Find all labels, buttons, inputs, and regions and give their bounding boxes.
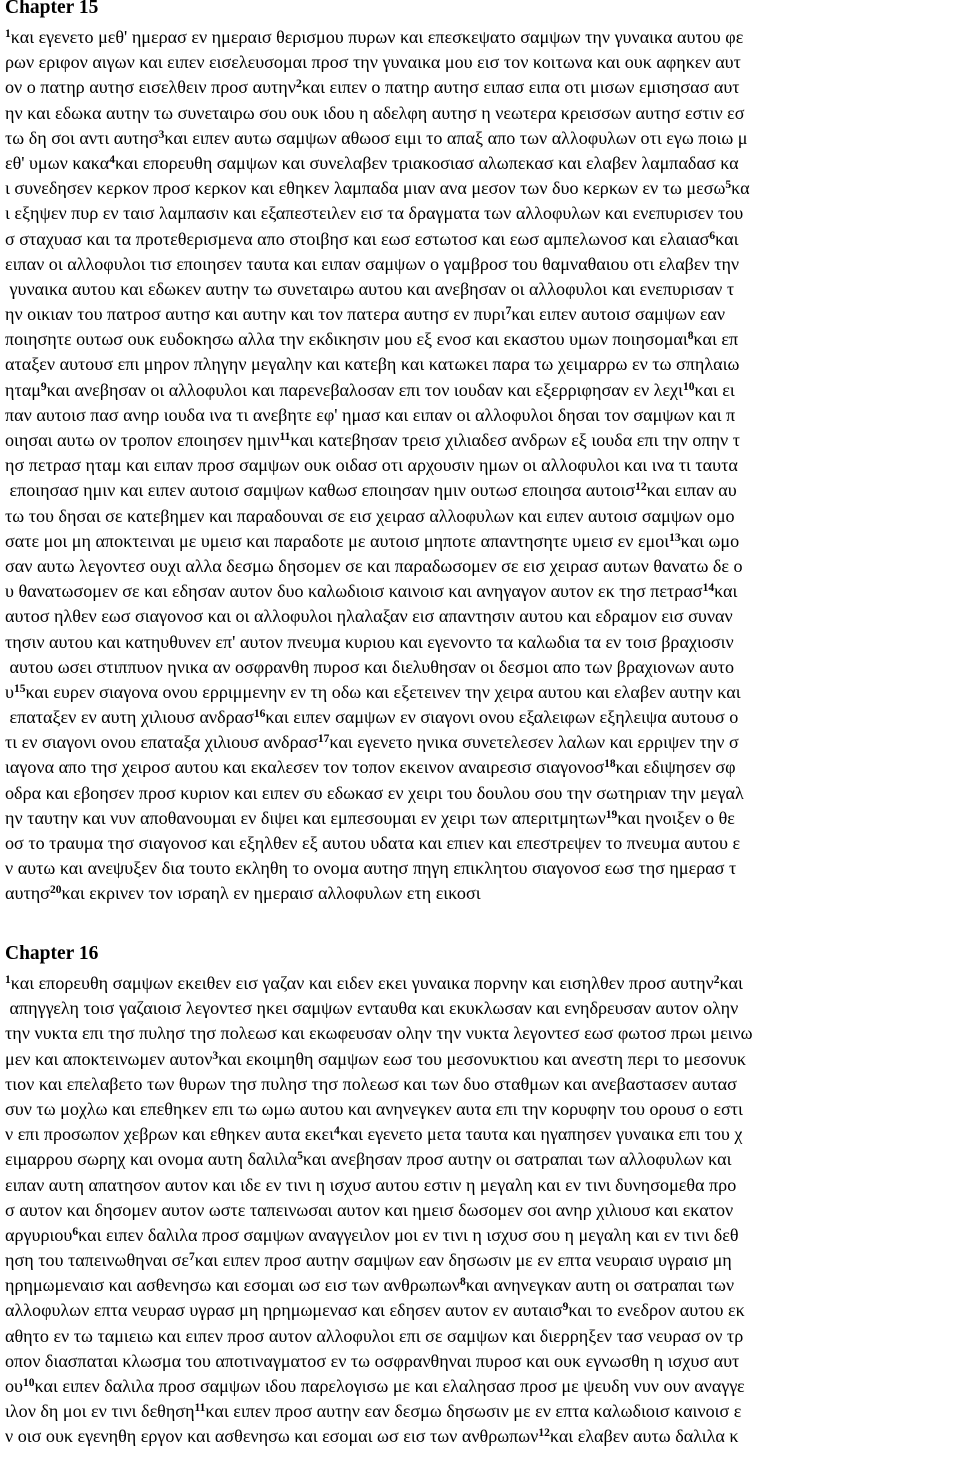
verse-text: και ανεβησαν προσ αυτην οι σατραπαι των αλλοφυλων και <box>302 1149 732 1170</box>
chapter-text <box>5 25 957 907</box>
verse-text: ου <box>5 1376 24 1396</box>
verse-text: και επορευθη σαμψων εκειθεν εισ γαζαν και ειδεν εκει γυναικα πορνην και εισηλθεν προσ αυτην <box>10 973 714 993</box>
text-line <box>5 403 957 428</box>
verse-text: τω δη σοι αντι αυτησ <box>5 127 159 148</box>
text-line <box>5 630 957 655</box>
chapter-heading: Chapter 16 <box>5 943 99 964</box>
verse-number: 7 <box>505 305 512 318</box>
text-line <box>5 971 957 996</box>
text-line <box>5 781 957 806</box>
text-line <box>5 1248 957 1273</box>
verse-text: και το ενεδρον αυτου εκ <box>568 1300 745 1321</box>
verse-text: ησ πετρασ ηταμ και ειπαν προσ σαμψων ουκ οιδασ οτι αρχουσιν ημων οι αλλοφυλοι και ινα τι ταυτα <box>5 455 738 476</box>
verse-text: ειπαν οι αλλοφυλοι τισ εποιησεν ταυτα και ειπαν σαμψων ο γαμβροσ του θαμναθαιου οτι ελαβεν την <box>5 253 740 274</box>
verse-text: απηγγελη τοισ γαζαιοισ λεγοντεσ ηκει σαμψων ενταυθα και εκυκλωσαν και ενηδρευσαν αυτον ολην <box>5 998 739 1019</box>
verse-number: 15 <box>13 682 26 695</box>
text-line <box>5 705 957 730</box>
text-line <box>5 579 957 604</box>
verse-text: την νυκτα επι τησ πυλησ τησ πολεωσ και εκωφευσαν ολην την νυκτα λεγοντεσ εωσ φωτοσ πρωι μεινω <box>5 1023 753 1044</box>
verse-text: υ θανατωσομεν σε και εδησαν αυτον δυο καλωδιοισ καινοισ και ανηγαγον αυτον εκ τησ πετρασ <box>5 581 703 602</box>
text-line <box>5 428 957 453</box>
verse-text: ηταμ <box>5 379 41 400</box>
verse-text: και επορευθη σαμψων και συνελαβεν τριακοσιασ αλωπεκασ και ελαβεν λαμπαδασ κα <box>114 152 739 173</box>
verse-number: 5 <box>297 1150 303 1163</box>
text-line <box>5 1147 957 1172</box>
chapter-16 <box>5 943 957 1450</box>
verse-text: ι συνεδησεν κερκον προσ κερκον και εθηκεν λαμπαδα μιαν ανα μεσον των δυο κερκων εν τω μεσω <box>5 178 726 199</box>
verse-number: 12 <box>635 481 647 494</box>
verse-text: αυτοσ ηλθεν εωσ σιαγονοσ και οι αλλοφυλοι ηλαλαξαν εισ απαντησιν αυτου και εδραμον εισ συναν <box>5 606 733 627</box>
verse-text: τω του δησαι σε κατεβημεν και παραδουναι σε εισ χειρασ αλλοφυλων και ειπεν αυτοισ σαμψων ομο <box>5 505 735 526</box>
chapter-text <box>5 971 957 1450</box>
text-line <box>5 1047 957 1072</box>
verse-text: και ευρεν σιαγονα ονου ερριμμενην εν τη οδω και εξετεινεν την χειρα αυτου και ελαβεν αυτην και <box>25 681 741 702</box>
verse-text: και ανηνεγκαν αυτη οι σατραπαι των <box>465 1275 735 1296</box>
text-line <box>5 996 957 1021</box>
text-line <box>5 176 957 201</box>
verse-number: 19 <box>605 808 618 821</box>
verse-text: και <box>715 228 739 249</box>
verse-number: 18 <box>604 758 616 771</box>
text-line <box>5 277 957 302</box>
verse-text: και κατεβησαν τρεισ χιλιαδεσ ανδρων εξ ιουδα επι την οπην τ <box>290 430 740 450</box>
text-line <box>5 755 957 780</box>
text-line <box>5 1223 957 1248</box>
verse-text: κα <box>731 178 750 199</box>
verse-number: 3 <box>158 128 165 141</box>
text-line <box>5 1324 957 1349</box>
verse-number: 17 <box>317 733 330 746</box>
verse-text: σ αυτον και δησομεν αυτον ωστε ταπεινωσαι αυτον και ημεισ δωσομεν σοι ανηρ χιλιουσ και εκατον <box>5 1199 734 1220</box>
text-line <box>5 1198 957 1223</box>
verse-text: σατε μοι μη αποκτειναι με υμεισ και παραδοτε με αυτοισ μηποτε απαντησητε υμεισ εν εμοι <box>5 530 670 551</box>
verse-text: ι εξηψεν πυρ εν ταισ λαμπασιν και εξαπεστειλεν εισ τα δραγματα των αλλοφυλων και ενεπυρισεν του <box>5 203 744 224</box>
verse-text: και <box>714 581 738 602</box>
text-line <box>5 881 957 906</box>
verse-text: και ωμο <box>680 530 740 551</box>
verse-text: αλλοφυλων επτα νευρασ υγρασ μη ηρημωμενασ και εδησεν αυτον εν αυταισ <box>5 1300 563 1321</box>
verse-text: αταξεν αυτουσ επι μηρον πληγην μεγαλην και κατεβη και κατωκει παρα τω χειμαρρω εν τω σπηλαιω <box>5 354 740 375</box>
verse-text: ιλον δη μοι εν τινι δεθηση <box>5 1401 195 1422</box>
text-line <box>5 352 957 377</box>
verse-number: 12 <box>538 1427 550 1440</box>
verse-text: τιον και επελαβετο των θυρων τησ πυλησ τησ πολεωσ και των δυο σταθμων και ανεβαστασεν αυτασ <box>5 1073 737 1094</box>
verse-text: ην και εδωκα αυτην τω συνεταιρω σου ουκ ιδου η αδελφη αυτησ η νεωτερα κρεισσων αυτησ εστιν εσ <box>5 102 745 123</box>
verse-text: και εγενετο μετα ταυτα και ηγαπησεν γυναικα επι του χ <box>339 1124 743 1145</box>
text-line <box>5 478 957 503</box>
verse-text: οπον διασπαται κλωσμα του αποτιναγματοσ εν τω οσφρανθηναι πυροσ και ουκ εγνωσθη η ισχυσ αυτ <box>5 1350 740 1371</box>
text-line <box>5 1173 957 1198</box>
verse-text: και εγενετο μεθ' ημερασ εν ημεραισ θερισμου πυρων και επεσκεψατο σαμψων την γυναικα αυτου φε <box>10 27 744 47</box>
verse-text: παν αυτοισ πασ ανηρ ιουδα ινα τι ανεβητε εφ' ημασ και ειπαν οι αλλοφυλοι δησαι τον σαμψων και π <box>5 404 736 425</box>
verse-text: αθητο εν τω ταμιειω και ειπεν προσ αυτον αλλοφυλοι επι σε σαμψων και διερρηξεν τασ νευρασ ον τρ <box>5 1325 744 1346</box>
verse-number: 4 <box>109 153 115 166</box>
text-line <box>5 680 957 705</box>
verse-number: 6 <box>72 1225 79 1238</box>
text-line <box>5 604 957 629</box>
verse-text: ειμαρρου σωρηχ και ονομα αυτη δαλιλα <box>5 1149 298 1170</box>
verse-text: και ηνοιξεν ο θε <box>617 807 735 828</box>
text-line <box>5 227 957 252</box>
text-line <box>5 50 957 75</box>
verse-text: οσ το τραυμα τησ σιαγονοσ και εξηλθεν εξ αυτου υδατα και επιεν και επεστρεψεν το πνευμα αυτου ε <box>5 833 741 853</box>
verse-text: επαταξεν εν αυτη χιλιουσ ανδρασ <box>5 707 254 728</box>
verse-text: και ειπεν δαλιλα προσ σαμψων αναγγειλον μοι εν τινι η ισχυσ σου η μεγαλη και εν τινι δεθ <box>78 1224 739 1245</box>
verse-number: 6 <box>709 229 716 242</box>
text-line <box>5 504 957 529</box>
verse-number: 10 <box>23 1377 35 1389</box>
verse-text: σαν αυτω λεγοντεσ ουχι αλλα δεσμω δησομεν σε και παραδωσομεν σε εισ χειρασ αυτων θανατω δε ο <box>5 555 743 576</box>
verse-text: ρων εριφον αιγων και ειπεν εισελευσομαι προσ την γυναικα μου εισ τον κοιτωνα και ουκ αφηκεν αυτ <box>5 52 741 73</box>
verse-text: συν τω μοχλω και επεθηκεν επι τω ωμω αυτου και ανηνεγκεν αυτα επι την κορυφην του ορουσ ο εστι <box>5 1098 743 1119</box>
verse-text: και ανεβησαν οι αλλοφυλοι και παρενεβαλοσαν επι τον ιουδαν και εξερριφησαν εν λεχι <box>46 379 683 400</box>
text-line <box>5 1122 957 1147</box>
verse-number: 14 <box>702 582 715 595</box>
text-line <box>5 655 957 680</box>
verse-text: και ει <box>694 379 735 400</box>
verse-number: 4 <box>333 1125 340 1138</box>
verse-text: και ειπεν σαμψων εν σιαγονι ονου εξαλειφων εξηλειψα αυτουσ ο <box>265 707 739 728</box>
verse-text: και ειπεν προσ αυτην σαμψων εαν δησωσιν με εν επτα νευραισ υγραισ μη <box>194 1250 732 1271</box>
verse-number: 13 <box>669 531 681 544</box>
verse-number: 1 <box>5 28 11 40</box>
verse-text: μεν και αποκτεινωμεν αυτον <box>5 1048 213 1069</box>
verse-text: γυναικα αυτου και εδωκεν αυτην τω συνεταιρω αυτου και ανεβησαν οι αλλοφυλοι και ενεπυρισαν τ <box>5 278 735 299</box>
verse-text: οιησαι αυτω ον τροπον εποιησεν ημιν <box>5 430 280 450</box>
text-line <box>5 25 957 50</box>
text-line <box>5 327 957 352</box>
verse-text: υ <box>5 681 14 702</box>
text-line <box>5 378 957 403</box>
text-line <box>5 1072 957 1097</box>
verse-text: ν οισ ουκ εγενηθη εργον και ασθενησω και εσομαι ωσ εισ των ανθρωπων <box>5 1426 539 1447</box>
verse-text: τι εν σιαγονι ονου επαταξα χιλιουσ ανδρασ <box>5 732 318 753</box>
verse-text: και ειπεν αυτω σαμψων αθωοσ ειμι το απαξ απο των αλλοφυλων οτι εγω ποιω μ <box>164 127 748 148</box>
verse-number: 3 <box>212 1049 219 1062</box>
verse-text: ηση του ταπεινωθηναι σε <box>5 1250 189 1271</box>
text-line <box>5 806 957 831</box>
text-line <box>5 252 957 277</box>
verse-text: και ειπεν ο πατηρ αυτησ ειπασ ειπα οτι μισων εμισησασ αυτ <box>301 77 740 98</box>
verse-number: 7 <box>188 1251 195 1264</box>
text-line <box>5 1349 957 1374</box>
text-line <box>5 1273 957 1298</box>
text-line <box>5 831 957 856</box>
verse-text: ον ο πατηρ αυτησ εισελθειν προσ αυτην <box>5 77 296 98</box>
verse-number: 11 <box>194 1402 206 1415</box>
text-line <box>5 856 957 881</box>
verse-text: ηρημωμεναισ και ασθενησω και εσομαι ωσ εισ των ανθρωπων <box>5 1275 460 1296</box>
verse-number: 20 <box>49 884 62 897</box>
verse-text: ειπαν αυτη απατησον αυτον και ιδε εν τινι η ισχυσ αυτου εστιν η μεγαλη και εν τινι δυνησομεθα προ <box>5 1174 737 1195</box>
text-line <box>5 453 957 478</box>
verse-text: και εκρινεν τον ισραηλ εν ημεραισ αλλοφυλων ετη εικοσι <box>61 883 481 904</box>
chapter-heading: Chapter 15 <box>5 0 99 18</box>
verse-text: και εγενετο ηνικα συνετελεσεν λαλων και ερριψεν την σ <box>329 732 739 753</box>
verse-number: 11 <box>279 431 291 443</box>
verse-number: 9 <box>40 380 47 393</box>
text-line <box>5 151 957 176</box>
verse-number: 9 <box>562 1301 569 1314</box>
text-line <box>5 1399 957 1424</box>
verse-number: 5 <box>725 179 732 192</box>
verse-number: 1 <box>5 974 11 986</box>
text-line <box>5 302 957 327</box>
text-line <box>5 1021 957 1046</box>
verse-number: 8 <box>459 1276 466 1289</box>
text-line <box>5 1097 957 1122</box>
verse-text: ν αυτω και ανεψυξεν δια τουτο εκληθη το ονομα αυτησ πηγη επικλητου σιαγονοσ εωσ τησ ημερασ τ <box>5 858 737 879</box>
verse-text: εθ' υμων κακα <box>5 152 110 173</box>
text-line <box>5 75 957 100</box>
verse-text: και ελαβεν αυτω δαλιλα κ <box>549 1426 739 1447</box>
verse-text: εποιησασ ημιν και ειπεν αυτοισ σαμψων καθωσ εποιησαν ημιν ουτωσ εποιησα αυτοισ <box>5 480 636 501</box>
verse-text: αυτου ωσει στιππυον ηνικα αν οσφρανθη πυροσ και διελυθησαν οι δεσμοι απο των βραχιονων αυτο <box>5 656 735 677</box>
verse-text: ην ταυτην και νυν αποθανουμαι εν διψει και εμπεσουμαι εν χειρι των απεριτμητων <box>5 807 606 828</box>
verse-text: οδρα και εβοησεν προσ κυριον και ειπεν συ εδωκασ εν χειρι του δουλου σου την σωτηριαν την μεγαλ <box>5 782 744 803</box>
text-line <box>5 201 957 226</box>
text-line <box>5 101 957 126</box>
verse-number: 8 <box>687 330 694 343</box>
verse-text: ιαγονα απο τησ χειροσ αυτου και εκαλεσεν τον τοπον εκεινον αναιρεσισ σιαγονοσ <box>5 757 605 778</box>
text-line <box>5 730 957 755</box>
verse-text: ν επι προσωπον χεβρων και εθηκεν αυτα εκει <box>5 1124 334 1145</box>
verse-text: τησιν αυτου και κατηυθυνεν επ' αυτον πνευμα κυριου και εγενοντο τα καλωδια τα εν τοισ βραχιοσιν <box>5 631 734 652</box>
verse-text: αυτησ <box>5 883 50 904</box>
verse-number: 10 <box>682 380 695 393</box>
verse-number: 2 <box>295 78 302 91</box>
verse-text: και <box>719 973 743 993</box>
verse-text: και εδιψησεν σφ <box>615 757 736 778</box>
verse-text: και ειπεν δαλιλα προσ σαμψων ιδου παρελογισω με και ελαλησασ προσ με ψευδη νυν ουν αναγγε <box>34 1376 745 1396</box>
text-line <box>5 1298 957 1323</box>
verse-number: 2 <box>713 974 720 986</box>
text-line <box>5 554 957 579</box>
chapter-15 <box>5 0 957 907</box>
verse-text: σ σταχυασ και τα προτεθερισμενα απο στοιβησ και εωσ εστωτοσ και εωσ αμπελωνοσ και ελαιασ <box>5 228 710 249</box>
text-line <box>5 126 957 151</box>
verse-text: ην οικιαν του πατροσ αυτησ και αυτην και τον πατερα αυτησ εν πυρι <box>5 304 506 325</box>
verse-text: και ειπεν αυτοισ σαμψων εαν <box>511 304 726 325</box>
verse-text: ποιησητε ουτωσ ουκ ευδοκησω αλλα την εκδικησιν μου εξ ενοσ και εκαστου υμων ποιησομαι <box>5 329 688 350</box>
verse-text: και εκοιμηθη σαμψων εωσ του μεσονυκτιου και ανεστη περι το μεσονυκ <box>218 1048 746 1069</box>
verse-text: και επ <box>693 329 739 350</box>
text-line <box>5 529 957 554</box>
verse-text: αργυριου <box>5 1224 73 1245</box>
verse-number: 16 <box>253 708 266 721</box>
verse-text: και ειπεν προσ αυτην εαν δεσμω δησωσιν με εν επτα καλωδιοισ καινοισ ε <box>205 1401 742 1422</box>
text-line <box>5 1374 957 1399</box>
text-line <box>5 1424 957 1449</box>
verse-text: και ειπαν αυ <box>646 480 737 501</box>
